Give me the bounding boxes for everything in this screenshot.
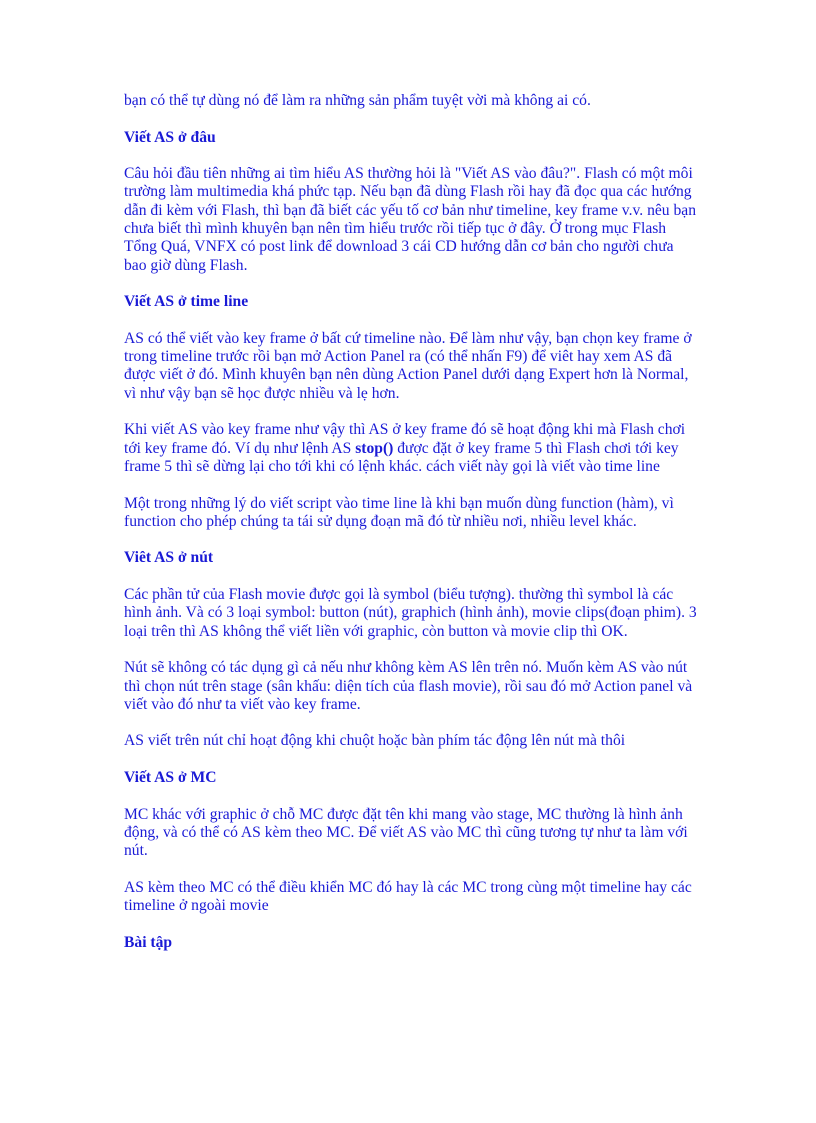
paragraph-timeline-stop — [124, 421, 699, 476]
heading-viet-as-o-timeline: Viết AS ở time line — [124, 293, 249, 311]
stop-text-after: được đặt ở key frame 5 thì Flash chơi tới key frame 5 thì sẽ dừng lại cho tới khi có lệnh khác. cách viết này gọi là viết vào time line — [124, 439, 679, 475]
paragraph-timeline-function: Một trong những lý do viết script vào time line là khi bạn muốn dùng function (hàm), vì function cho phép chúng ta tái sử dụng đoạn mã đó từ nhiều nơi, nhiều level khác. — [124, 494, 674, 530]
paragraph-viet-as-o-dau: Câu hỏi đầu tiên những ai tìm hiểu AS thường hỏi là "Viết AS vào đâu?". Flash có một môi trường làm multimedia khá phức tạp. Nếu bạn đã dùng Flash rồi hay đã đọc qua các hướng dẫn đi kèm với Flash, thì bạn đã biết các yếu tố cơ bản như timeline, key frame v.v. nêu bạn chưa biết thì mình khuyên bạn nên tìm hiểu trước rồi tiếp tục ở đây. Ở trong mục Flash Tổng Quá, VNFX có post link để download 3 cái CD hướng dẫn cơ bản cho người chưa bao giờ dùng Flash. — [124, 165, 697, 274]
heading-viet-as-o-dau: Viết AS ở đâu — [124, 128, 216, 146]
stop-text-before: Khi viết AS vào key frame như vậy thì AS ở key frame đó sẽ hoạt động khi mà Flash chơi tới key frame đó. Ví dụ như lệnh AS — [124, 421, 686, 457]
heading-viet-as-o-nut: Viêt AS ở nút — [124, 549, 214, 567]
paragraph-nut-mouse: AS viết trên nút chỉ hoạt động khi chuột hoặc bàn phím tác động lên nút mà thôi — [124, 732, 626, 750]
paragraph-mc-graphic: MC khác với graphic ở chỗ MC được đặt tên khi mang vào stage, MC thường là hình ảnh động, và có thể có AS kèm theo MC. Để viết AS vào MC thì cũng tương tự như ta làm với nút. — [124, 805, 688, 860]
stop-command: stop() — [355, 439, 394, 457]
heading-viet-as-o-mc: Viết AS ở MC — [124, 768, 217, 786]
heading-bai-tap: Bài tập — [124, 933, 173, 951]
paragraph-mc-control: AS kèm theo MC có thể điều khiển MC đó hay là các MC trong cùng một timeline hay các timeline ở ngoài movie — [124, 878, 692, 915]
paragraph-nut-symbols: Các phần tử của Flash movie được gọi là symbol (biểu tượng). thường thì symbol là các hình ảnh. Và có 3 loại symbol: button (nút), graphich (hình ảnh), movie clips(đoạn phim). 3 loại trên thì AS không thể viết liền với graphic, còn button và movie clip thì OK. — [124, 586, 697, 640]
paragraph-nut-action: Nút sẽ không có tác dụng gì cả nếu như không kèm AS lên trên nó. Muốn kèm AS vào nút thì chọn nút trên stage (sân khấu: diện tích của flash movie), rồi sau đó mở Action panel và viết vào đó như ta viết vào key frame. — [124, 659, 693, 713]
paragraph-timeline-keyframe: AS có thể viết vào key frame ở bất cứ timeline nào. Để làm như vậy, bạn chọn key frame ở trong timeline trước rồi bạn mở Action Panel ra (có thể nhấn F9) để viêt hay xem AS đã được viết ở đó. Mình khuyên bạn nên dùng Action Panel dưới dạng Expert hơn là Normal, vì như vậy bạn sẽ học được nhiều và lẹ hơn. — [124, 329, 692, 402]
document-body — [124, 92, 699, 970]
intro-paragraph: bạn có thể tự dùng nó để làm ra những sản phẩm tuyệt vời mà không ai có. — [124, 92, 591, 109]
